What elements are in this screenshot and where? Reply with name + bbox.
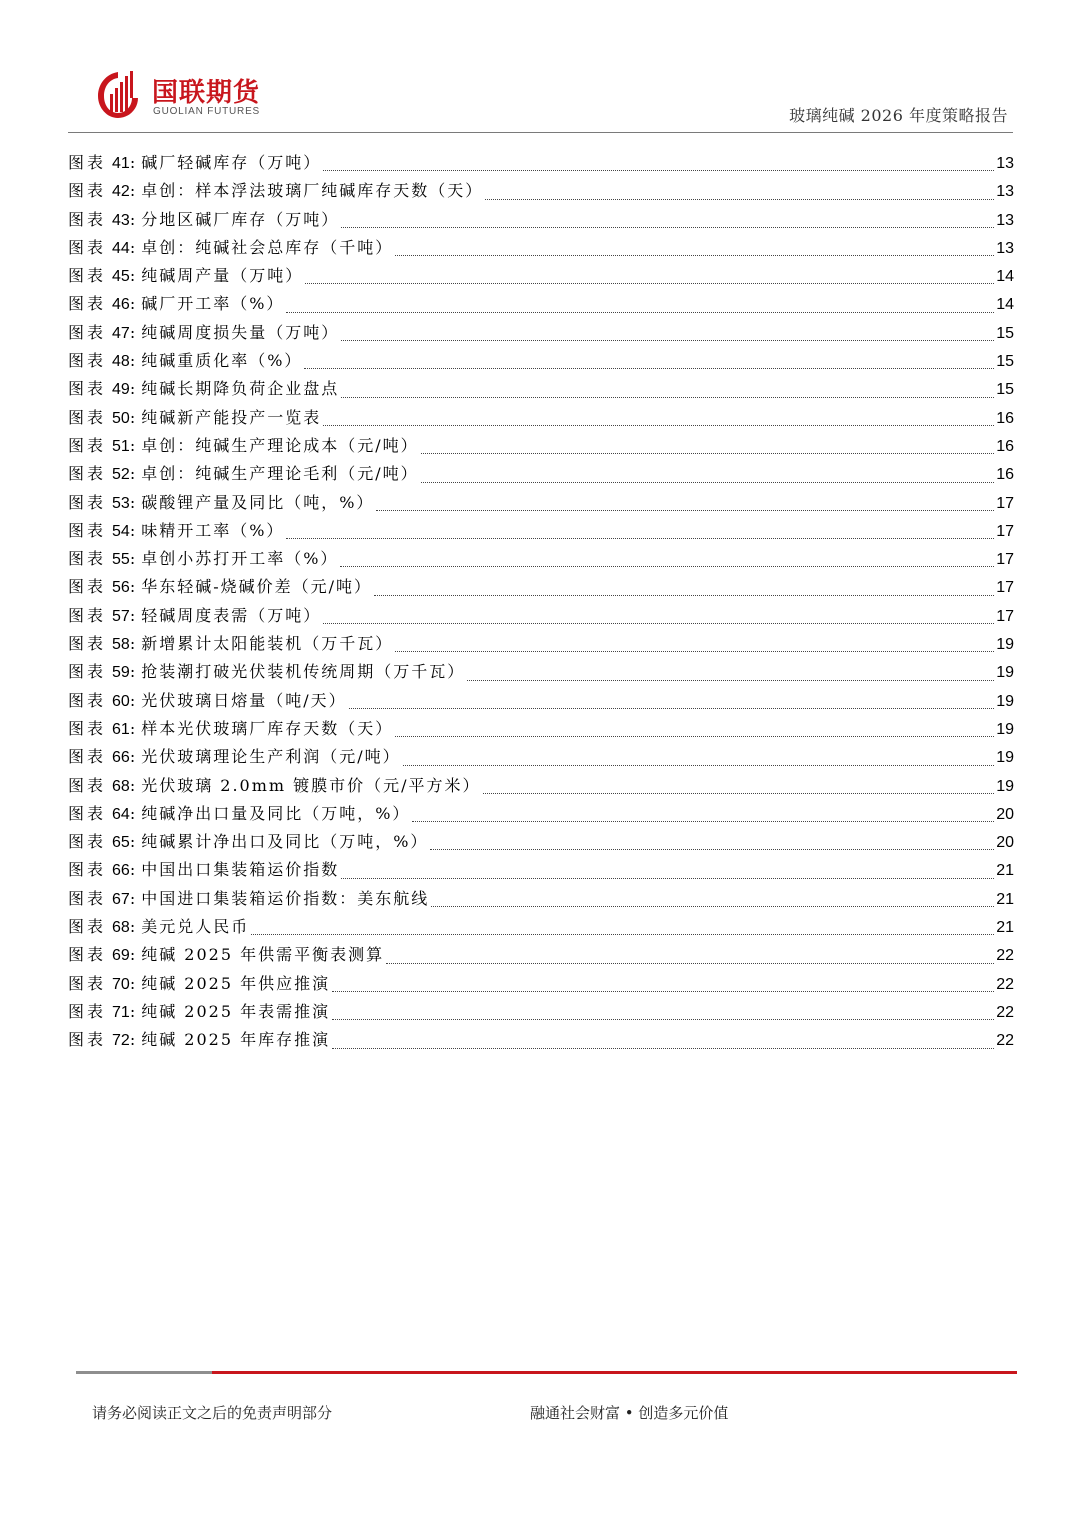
toc-entry-colon: : xyxy=(129,209,136,229)
toc-entry-label: 图表 xyxy=(68,237,107,257)
toc-entry-page: 22 xyxy=(996,1003,1014,1021)
toc-entry-label: 图表 xyxy=(68,690,107,710)
toc-entry-page: 16 xyxy=(996,466,1014,484)
toc-entry-label: 图表 xyxy=(68,803,107,823)
toc-entry-title: 纯碱新产能投产一览表 xyxy=(141,407,322,427)
toc-entry[interactable] xyxy=(68,376,1014,404)
toc-entry-number: 58 xyxy=(112,636,130,654)
toc-entry-leader xyxy=(485,198,994,200)
toc-entry-label: 图表 xyxy=(68,832,107,852)
toc-entry-colon: : xyxy=(129,322,136,342)
toc-entry-title: 光伏玻璃理论生产利润（元/吨） xyxy=(141,747,401,767)
toc-entry-number: 52 xyxy=(112,466,130,484)
toc-entry-leader xyxy=(286,311,994,313)
toc-entry-colon: : xyxy=(129,520,136,540)
toc-entry-page: 17 xyxy=(996,494,1014,512)
toc-entry-title: 光伏玻璃日熔量（吨/天） xyxy=(141,690,347,710)
toc-entry-colon: : xyxy=(129,945,136,965)
toc-entry-label: 图表 xyxy=(68,775,107,795)
toc-entry[interactable] xyxy=(68,150,1014,178)
toc-entry[interactable] xyxy=(68,631,1014,659)
toc-entry[interactable] xyxy=(68,603,1014,631)
toc-entry-number: 45 xyxy=(112,268,130,286)
toc-entry-leader xyxy=(332,1018,994,1020)
toc-entry-page: 19 xyxy=(996,749,1014,767)
toc-entry-title: 纯碱周度损失量（万吨） xyxy=(141,322,340,342)
toc-entry-leader xyxy=(376,509,994,511)
toc-entry-label: 图表 xyxy=(68,662,107,682)
toc-entry-label: 图表 xyxy=(68,888,107,908)
toc-entry-page: 21 xyxy=(996,862,1014,880)
toc-entry-page: 17 xyxy=(996,522,1014,540)
toc-entry-number: 60 xyxy=(112,692,130,710)
toc-entry-page: 19 xyxy=(996,720,1014,738)
toc-entry-label: 图表 xyxy=(68,266,107,286)
toc-entry-page: 21 xyxy=(996,890,1014,908)
toc-entry-number: 41 xyxy=(112,155,130,172)
toc-entry-number: 68 xyxy=(112,777,130,795)
toc-entry-title: 卓创小苏打开工率（%） xyxy=(141,549,339,569)
toc-entry-label: 图表 xyxy=(68,209,107,229)
toc-entry-title: 卓创：纯碱生产理论毛利（元/吨） xyxy=(141,464,419,484)
toc-entry-title: 轻碱周度表需（万吨） xyxy=(141,605,322,625)
toc-entry-page: 22 xyxy=(996,947,1014,965)
toc-entry-label: 图表 xyxy=(68,322,107,342)
toc-entry-number: 54 xyxy=(112,522,130,540)
toc-entry-page: 19 xyxy=(996,692,1014,710)
toc-entry-title: 华东轻碱-烧碱价差（元/吨） xyxy=(141,577,373,597)
toc-entry-label: 图表 xyxy=(68,747,107,767)
company-logo xyxy=(96,68,286,124)
toc-entry-title: 光伏玻璃 2.0mm 镀膜市价（元/平方米） xyxy=(141,775,481,795)
toc-entry-page: 16 xyxy=(996,437,1014,455)
toc-entry-leader xyxy=(341,396,994,398)
footer-divider-red xyxy=(212,1371,1017,1374)
toc-entry-colon: : xyxy=(129,153,136,172)
toc-entry-page: 17 xyxy=(996,607,1014,625)
toc-entry[interactable] xyxy=(68,1027,1014,1055)
toc-entry-number: 50 xyxy=(112,409,130,427)
toc-entry-number: 65 xyxy=(112,834,130,852)
toc-entry-leader xyxy=(467,679,994,681)
toc-entry[interactable] xyxy=(68,490,1014,518)
figure-list xyxy=(68,150,1014,1056)
toc-entry-number: 42 xyxy=(112,183,130,201)
toc-entry-label: 图表 xyxy=(68,945,107,965)
toc-entry-leader xyxy=(395,650,994,652)
toc-entry-colon: : xyxy=(129,605,136,625)
toc-entry-leader xyxy=(374,594,994,596)
report-title: 玻璃纯碱 2026 年度策略报告 xyxy=(789,106,1008,125)
toc-entry[interactable] xyxy=(68,773,1014,801)
toc-entry-number: 72 xyxy=(112,1032,130,1050)
toc-entry-page: 14 xyxy=(996,296,1014,314)
toc-entry-colon: : xyxy=(129,803,136,823)
toc-entry-page: 13 xyxy=(996,239,1014,257)
toc-entry-label: 图表 xyxy=(68,153,107,172)
toc-entry-title: 中国进口集装箱运价指数：美东航线 xyxy=(141,888,430,908)
toc-entry-label: 图表 xyxy=(68,181,107,201)
toc-entry-label: 图表 xyxy=(68,860,107,880)
toc-entry-colon: : xyxy=(129,662,136,682)
toc-entry-page: 20 xyxy=(996,805,1014,823)
toc-entry-label: 图表 xyxy=(68,577,107,597)
toc-entry-colon: : xyxy=(129,294,136,314)
toc-entry-colon: : xyxy=(129,266,136,286)
toc-entry-label: 图表 xyxy=(68,294,107,314)
toc-entry-number: 66 xyxy=(112,862,130,880)
toc-entry-colon: : xyxy=(129,379,136,399)
toc-entry[interactable] xyxy=(68,801,1014,829)
toc-entry[interactable] xyxy=(68,914,1014,942)
toc-entry-colon: : xyxy=(129,492,136,512)
toc-entry-leader xyxy=(332,1047,994,1049)
logo-emblem-icon xyxy=(96,68,140,122)
toc-entry-number: 59 xyxy=(112,664,130,682)
footer-divider-gray xyxy=(76,1371,212,1374)
toc-entry-title: 味精开工率（%） xyxy=(141,520,285,540)
toc-entry-title: 碱厂开工率（%） xyxy=(141,294,285,314)
toc-entry-label: 图表 xyxy=(68,1001,107,1021)
toc-entry-number: 70 xyxy=(112,975,130,993)
toc-entry[interactable] xyxy=(68,886,1014,914)
toc-entry-page: 17 xyxy=(996,579,1014,597)
toc-entry-number: 64 xyxy=(112,805,130,823)
toc-entry[interactable] xyxy=(68,207,1014,235)
toc-entry-title: 碱厂轻碱库存（万吨） xyxy=(141,153,322,172)
toc-entry-colon: : xyxy=(129,860,136,880)
toc-entry-number: 56 xyxy=(112,579,130,597)
toc-entry-colon: : xyxy=(129,634,136,654)
toc-entry[interactable] xyxy=(68,971,1014,999)
toc-entry-number: 61 xyxy=(112,720,130,738)
toc-entry-leader xyxy=(323,169,994,171)
toc-entry[interactable] xyxy=(68,574,1014,602)
toc-entry-number: 46 xyxy=(112,296,130,314)
toc-entry-label: 图表 xyxy=(68,917,107,937)
toc-entry-title: 卓创：纯碱生产理论成本（元/吨） xyxy=(141,435,419,455)
toc-entry-colon: : xyxy=(129,832,136,852)
toc-entry-number: 49 xyxy=(112,381,130,399)
toc-entry-page: 14 xyxy=(996,268,1014,286)
toc-entry-leader xyxy=(349,707,995,709)
toc-entry-leader xyxy=(395,254,994,256)
toc-entry[interactable] xyxy=(68,263,1014,291)
toc-entry[interactable] xyxy=(68,688,1014,716)
toc-entry-leader xyxy=(323,424,994,426)
toc-entry-title: 卓创：样本浮法玻璃厂纯碱库存天数（天） xyxy=(141,181,484,201)
toc-entry-label: 图表 xyxy=(68,379,107,399)
toc-entry-colon: : xyxy=(129,464,136,484)
toc-entry[interactable] xyxy=(68,659,1014,687)
toc-entry-page: 13 xyxy=(996,155,1014,172)
toc-entry-page: 15 xyxy=(996,381,1014,399)
toc-entry-page: 22 xyxy=(996,975,1014,993)
toc-entry[interactable] xyxy=(68,178,1014,206)
toc-entry[interactable] xyxy=(68,320,1014,348)
toc-entry-colon: : xyxy=(129,775,136,795)
toc-entry-leader xyxy=(332,990,994,992)
toc-entry-colon: : xyxy=(129,973,136,993)
toc-entry-colon: : xyxy=(129,351,136,371)
toc-entry-leader xyxy=(304,367,994,369)
toc-entry-leader xyxy=(341,226,994,228)
toc-entry-page: 15 xyxy=(996,353,1014,371)
toc-entry-leader xyxy=(395,735,994,737)
toc-entry-colon: : xyxy=(129,1030,136,1050)
toc-entry-title: 纯碱长期降负荷企业盘点 xyxy=(141,379,340,399)
toc-entry-page: 16 xyxy=(996,409,1014,427)
toc-entry-number: 44 xyxy=(112,239,130,257)
toc-entry-leader xyxy=(412,820,994,822)
toc-entry-leader xyxy=(386,962,994,964)
toc-entry[interactable] xyxy=(68,999,1014,1027)
toc-entry-title: 纯碱净出口量及同比（万吨，%） xyxy=(141,803,411,823)
toc-entry[interactable] xyxy=(68,716,1014,744)
toc-entry-title: 卓创：纯碱社会总库存（千吨） xyxy=(141,237,394,257)
toc-entry-colon: : xyxy=(129,747,136,767)
toc-entry-leader xyxy=(430,848,994,850)
toc-entry-leader xyxy=(305,282,994,284)
toc-entry-page: 15 xyxy=(996,324,1014,342)
toc-entry-number: 67 xyxy=(112,890,130,908)
toc-entry-colon: : xyxy=(129,690,136,710)
toc-entry-leader xyxy=(483,792,995,794)
logo-chinese-name: 国联期货 xyxy=(152,78,261,108)
toc-entry-colon: : xyxy=(129,435,136,455)
toc-entry-page: 20 xyxy=(996,834,1014,852)
toc-entry-leader xyxy=(431,905,994,907)
toc-entry-title: 分地区碱厂库存（万吨） xyxy=(141,209,340,229)
toc-entry[interactable] xyxy=(68,433,1014,461)
toc-entry-title: 中国出口集装箱运价指数 xyxy=(141,860,340,880)
toc-entry-title: 样本光伏玻璃厂库存天数（天） xyxy=(141,718,394,738)
toc-entry[interactable] xyxy=(68,348,1014,376)
toc-entry[interactable] xyxy=(68,461,1014,489)
toc-entry-title: 纯碱重质化率（%） xyxy=(141,351,303,371)
toc-entry-title: 新增累计太阳能装机（万千瓦） xyxy=(141,634,394,654)
toc-entry-leader xyxy=(340,565,994,567)
toc-entry-colon: : xyxy=(129,181,136,201)
toc-entry-label: 图表 xyxy=(68,605,107,625)
toc-entry-colon: : xyxy=(129,718,136,738)
toc-entry-colon: : xyxy=(129,888,136,908)
toc-entry-page: 22 xyxy=(996,1032,1014,1050)
toc-entry-leader xyxy=(251,933,994,935)
toc-entry-title: 纯碱累计净出口及同比（万吨，%） xyxy=(141,832,429,852)
toc-entry-number: 57 xyxy=(112,607,130,625)
toc-entry-number: 69 xyxy=(112,947,130,965)
footer-slogan: 融通社会财富 • 创造多元价值 xyxy=(530,1404,729,1422)
toc-entry-title: 美元兑人民币 xyxy=(141,917,250,937)
toc-entry-label: 图表 xyxy=(68,549,107,569)
toc-entry-leader xyxy=(286,537,994,539)
toc-entry-leader xyxy=(341,339,994,341)
toc-entry-title: 纯碱 2025 年供需平衡表测算 xyxy=(141,945,385,965)
toc-entry-title: 纯碱周产量（万吨） xyxy=(141,266,304,286)
toc-entry-label: 图表 xyxy=(68,520,107,540)
toc-entry-page: 21 xyxy=(996,919,1014,937)
toc-entry-label: 图表 xyxy=(68,1030,107,1050)
toc-entry-title: 抢装潮打破光伏装机传统周期（万千瓦） xyxy=(141,662,466,682)
toc-entry[interactable] xyxy=(68,291,1014,319)
footer-disclaimer: 请务必阅读正文之后的免责声明部分 xyxy=(92,1404,333,1422)
toc-entry-number: 68 xyxy=(112,919,130,937)
toc-entry-label: 图表 xyxy=(68,718,107,738)
toc-entry-number: 53 xyxy=(112,494,130,512)
toc-entry-page: 13 xyxy=(996,183,1014,201)
toc-entry-colon: : xyxy=(129,549,136,569)
toc-entry-label: 图表 xyxy=(68,407,107,427)
toc-entry-page: 13 xyxy=(996,211,1014,229)
toc-entry-number: 51 xyxy=(112,437,130,455)
toc-entry[interactable] xyxy=(68,857,1014,885)
toc-entry-number: 47 xyxy=(112,324,130,342)
toc-entry-number: 43 xyxy=(112,211,130,229)
toc-entry-title: 碳酸锂产量及同比（吨，%） xyxy=(141,492,375,512)
toc-entry-label: 图表 xyxy=(68,634,107,654)
toc-entry-label: 图表 xyxy=(68,435,107,455)
toc-entry-title: 纯碱 2025 年库存推演 xyxy=(141,1030,331,1050)
toc-entry-page: 19 xyxy=(996,636,1014,654)
toc-entry[interactable] xyxy=(68,942,1014,970)
toc-entry-colon: : xyxy=(129,917,136,937)
toc-entry-label: 图表 xyxy=(68,351,107,371)
toc-entry-label: 图表 xyxy=(68,492,107,512)
toc-entry-number: 55 xyxy=(112,551,130,569)
toc-entry-number: 66 xyxy=(112,749,130,767)
toc-entry-colon: : xyxy=(129,577,136,597)
toc-entry-colon: : xyxy=(129,1001,136,1021)
toc-entry[interactable] xyxy=(68,744,1014,772)
header-divider xyxy=(68,132,1013,133)
toc-entry[interactable] xyxy=(68,546,1014,574)
toc-entry-leader xyxy=(341,877,994,879)
toc-entry-colon: : xyxy=(129,407,136,427)
toc-entry-colon: : xyxy=(129,237,136,257)
toc-entry-number: 71 xyxy=(112,1003,130,1021)
toc-entry-leader xyxy=(403,764,995,766)
toc-entry-page: 19 xyxy=(996,664,1014,682)
toc-entry-label: 图表 xyxy=(68,464,107,484)
toc-entry-title: 纯碱 2025 年表需推演 xyxy=(141,1001,331,1021)
toc-entry-page: 19 xyxy=(996,777,1014,795)
toc-entry[interactable] xyxy=(68,405,1014,433)
toc-entry-leader xyxy=(421,481,995,483)
toc-entry-leader xyxy=(323,622,994,624)
toc-entry[interactable] xyxy=(68,518,1014,546)
toc-entry-title: 纯碱 2025 年供应推演 xyxy=(141,973,331,993)
logo-english-name: GUOLIAN FUTURES xyxy=(153,106,261,117)
toc-entry-label: 图表 xyxy=(68,973,107,993)
toc-entry-number: 48 xyxy=(112,353,130,371)
toc-entry[interactable] xyxy=(68,829,1014,857)
toc-entry-page: 17 xyxy=(996,551,1014,569)
toc-entry[interactable] xyxy=(68,235,1014,263)
toc-entry-leader xyxy=(421,452,995,454)
